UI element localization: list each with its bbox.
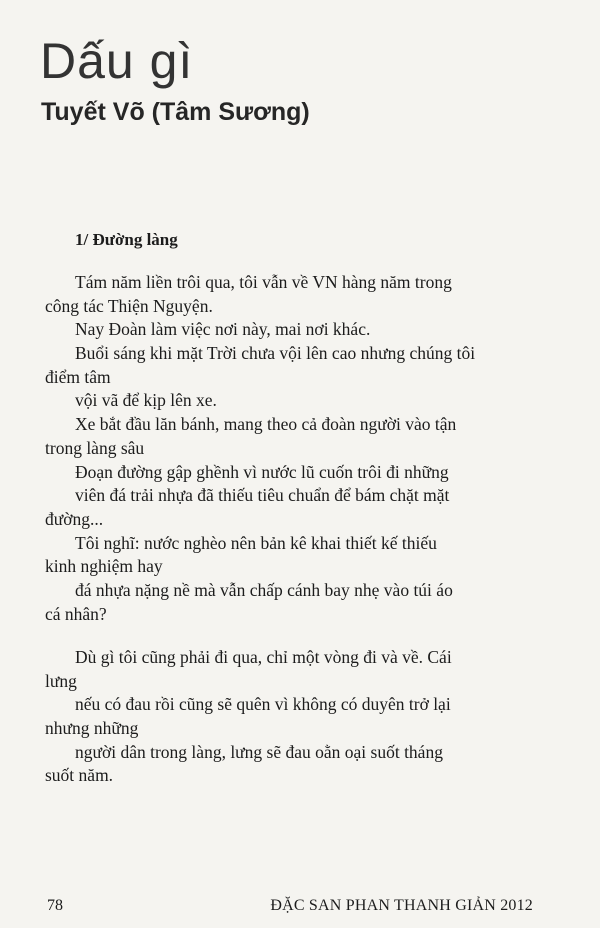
publication-name: ĐẶC SAN PHAN THANH GIẢN 2012: [270, 897, 533, 914]
article-title: Dấu gì: [40, 33, 194, 89]
text-line: Buổi sáng khi mặt Trời chưa vội lên cao nhưng chúng tôi: [75, 343, 476, 364]
text-line: nhưng những: [45, 718, 139, 739]
article-author: Tuyết Võ (Tâm Sương): [41, 98, 310, 126]
text-line: đá nhựa nặng nề mà vẫn chấp cánh bay nhẹ vào túi áo: [75, 579, 453, 600]
page-number: 78: [47, 897, 63, 914]
text-line: Nay Đoàn làm việc nơi này, mai nơi khác.: [75, 319, 371, 340]
text-line: Xe bắt đầu lăn bánh, mang theo cả đoàn người vào tận: [75, 414, 457, 435]
text-line: cá nhân?: [45, 603, 107, 624]
text-line: điểm tâm: [45, 366, 111, 387]
text-line: người dân trong làng, lưng sẽ đau oằn oại suốt tháng: [75, 741, 443, 762]
text-line: trong làng sâu: [45, 437, 145, 458]
text-line: kinh nghiệm hay: [45, 556, 163, 577]
text-line: vội vã để kịp lên xe.: [75, 390, 217, 411]
section-heading: 1/ Đường làng: [75, 230, 178, 249]
text-line: Tám năm liền trôi qua, tôi vẫn về VN hàng năm trong: [75, 272, 452, 292]
text-line: nếu có đau rồi cũng sẽ quên vì không có duyên trở lại: [75, 694, 451, 715]
text-line: đường...: [45, 508, 104, 529]
text-line: viên đá trải nhựa đã thiếu tiêu chuẩn để bám chặt mặt: [75, 485, 450, 506]
text-line: Dù gì tôi cũng phải đi qua, chỉ một vòng đi và về. Cái: [75, 647, 452, 667]
text-line: lưng: [45, 670, 77, 691]
text-line: công tác Thiện Nguyện.: [45, 295, 213, 316]
text-line: Tôi nghĩ: nước nghèo nên bản kê khai thiết kế thiếu: [75, 532, 437, 553]
text-line: suốt năm.: [45, 765, 114, 786]
text-line: Đoạn đường gập ghềnh vì nước lũ cuốn trôi đi những: [75, 461, 449, 482]
paragraph-2: [45, 646, 545, 788]
paragraph-1: [45, 271, 545, 626]
